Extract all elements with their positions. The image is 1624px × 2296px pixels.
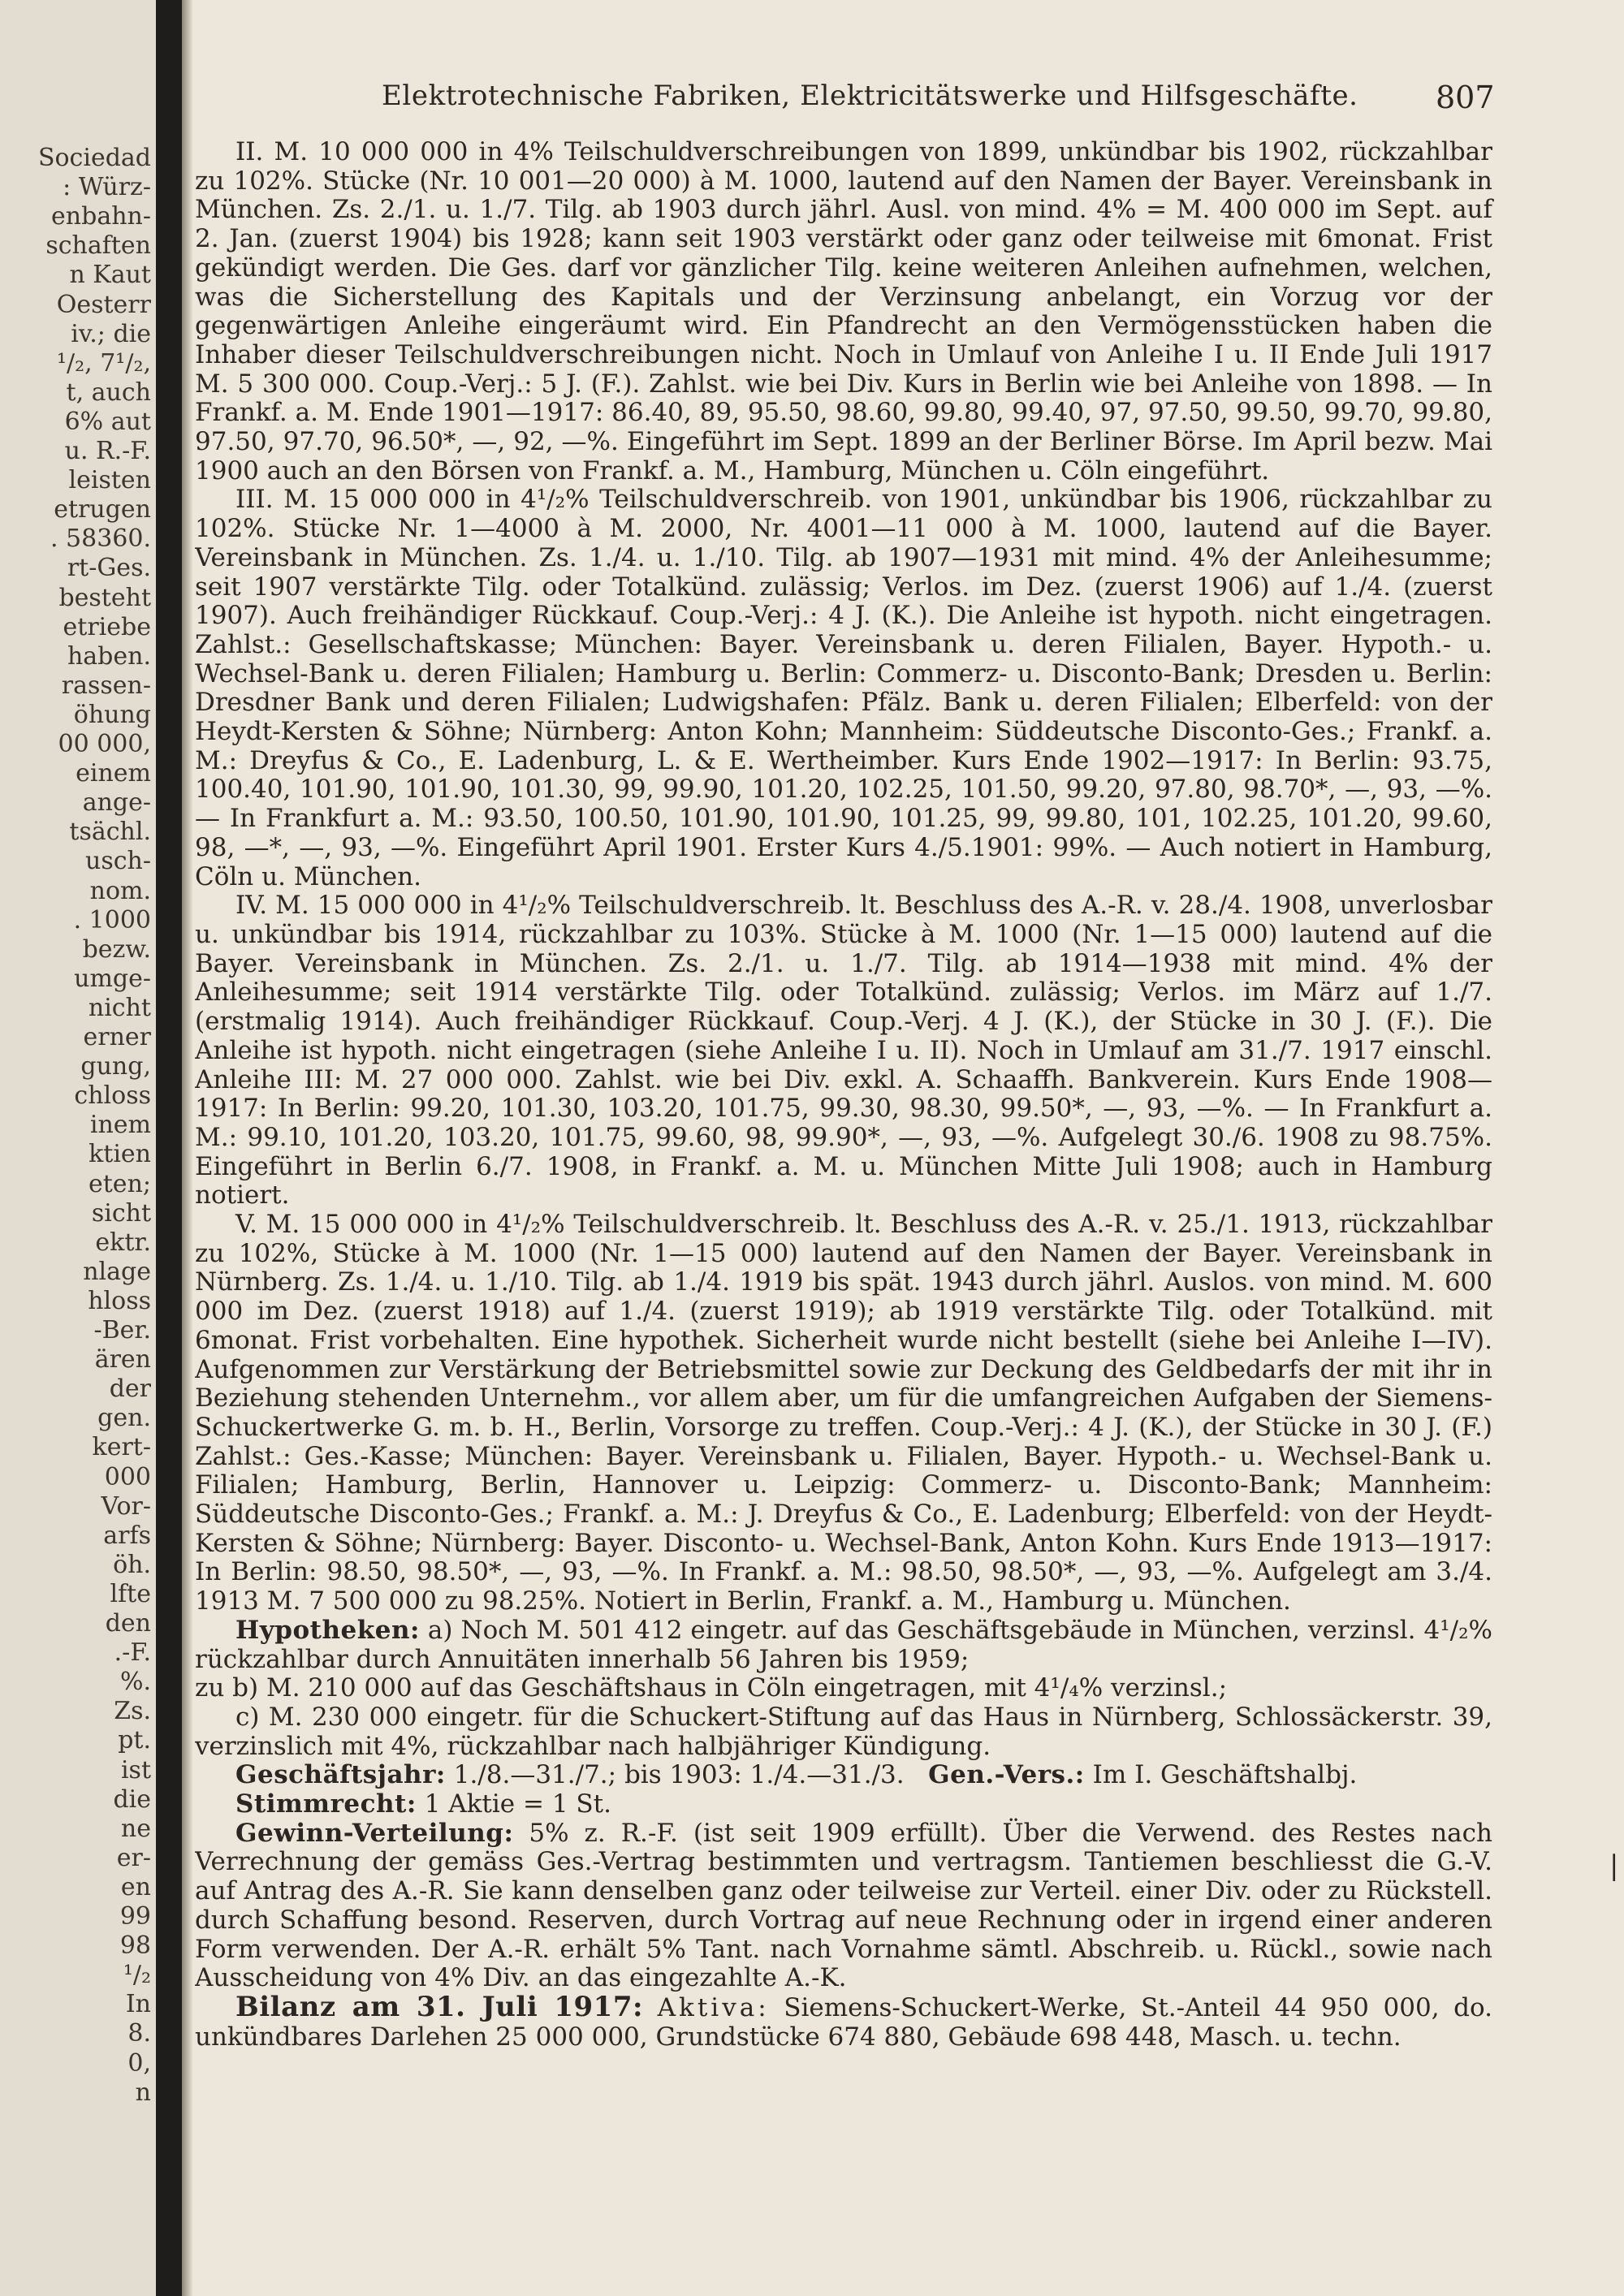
bilanz-text: Siemens-Schuckert-Werke, St.-Anteil 44 950 000, do. unkündbares Darlehen 25 000 000, Grundstücke 674 880, Gebäude 698 448, Masch. u. techn. (195, 1993, 1492, 2052)
left-page-fragment: haben. (67, 641, 151, 671)
paragraph-stimmrecht (195, 1790, 1492, 1819)
left-page-fragment: besteht (58, 583, 151, 612)
left-page-fragment: n Kaut (69, 261, 151, 290)
left-page-fragment: öhung (73, 700, 151, 729)
left-page-fragment: ¹/₂ (123, 1961, 151, 1990)
left-page-fragment: leisten (68, 466, 151, 495)
left-page-fragment: bezw. (82, 934, 151, 964)
left-page-fragment: öh. (113, 1550, 151, 1579)
left-page-fragment: %. (119, 1668, 151, 1697)
left-page-fragment: eten; (89, 1169, 151, 1198)
left-page-fragment: Sociedad (37, 144, 151, 172)
margin-mark: | (1609, 1849, 1619, 1882)
left-page-fragment: etrugen (54, 495, 151, 524)
gen-vers-text: Im I. Geschäftshalbj. (1092, 1760, 1358, 1790)
left-page-fragment: 0, (127, 2048, 151, 2078)
left-page-fragment: gen. (97, 1404, 151, 1433)
left-page-fragment: gung, (80, 1052, 151, 1081)
left-page-fragment: den (105, 1609, 151, 1638)
left-page-fragment: ¹/₂, 7¹/₂, (56, 348, 151, 378)
left-page-fragment: ist (120, 1755, 151, 1785)
left-page-fragment: pt. (118, 1726, 151, 1755)
paragraph-gewinn-verteilung (195, 1819, 1492, 1993)
hypotheken-label: Hypotheken: (235, 1615, 420, 1645)
geschaeftsjahr-label: Geschäftsjahr: (235, 1760, 446, 1790)
left-page-fragment: etriebe (63, 612, 151, 641)
paragraph-anleihe-iii: III. M. 15 000 000 in 4¹/₂% Teilschuldverschreib. von 1901, unkündbar bis 1906, rückzahlbar zu 102%. Stücke Nr. 1—4000 à M. 2000, Nr. 4001—11 000 à M. 1000, lautend auf die Bayer. Vereinsbank in München. Zs. 1./4. u. 1./10. Tilg. ab 1907—1931 mit mind. 4% der Anleihesumme; seit 1907 verstärkte Tilg. oder Totalkünd. zulässig; Verlos. im Dez. (zuerst 1906) auf 1./4. (zuerst 1907). Auch freihändiger Rückkauf. Coup.-Verj.: 4 J. (K.). Die Anleihe ist hypoth. nicht eingetragen. Zahlst.: Gesellschaftskasse; München: Bayer. Vereinsbank u. deren Filialen, Bayer. Hypoth.- u. Wechsel-Bank u. deren Filialen; Hamburg u. Berlin: Commerz- u. Disconto-Bank; Dresden u. Berlin: Dresdner Bank und deren Filialen; Ludwigshafen: Pfälz. Bank u. deren Filialen; Elberfeld: von der Heydt-Kersten & Söhne; Nürnberg: Anton Kohn; Mannheim: Süddeutsche Disconto-Ges.; Frankf. a. M.: Dreyfus & Co., E. Ladenburg, L. & E. Wertheimber. Kurs Ende 1902—1917: In Berlin: 93.75, 100.40, 101.90, 101.90, 101.30, 99, 99.90, 101.20, 102.25, 101.50, 99.20, 97.80, 98.70*, —, 93, —%. — In Frankfurt a. M.: 93.50, 100.50, 101.90, 101.90, 101.25, 99, 99.80, 101, 102.25, 101.20, 99.60, 98, —*, —, 93, —%. Eingeführt April 1901. Erster Kurs 4./5.1901: 99%. — Auch notiert in Hamburg, Cöln u. München. (195, 485, 1492, 891)
left-page-fragment: tsächl. (69, 818, 151, 847)
left-page-fragment: kert- (92, 1433, 151, 1462)
paragraph-anleihe-v: V. M. 15 000 000 in 4¹/₂% Teilschuldverschreib. lt. Beschluss des A.-R. v. 25./1. 1913, rückzahlbar zu 102%, Stücke à M. 1000 (Nr. 1—15 000) lautend auf den Namen der Bayer. Vereinsbank in Nürnberg. Zs. 1./4. u. 1./10. Tilg. ab 1./4. 1919 bis spät. 1943 durch jährl. Auslos. von mind. M. 600 000 im Dez. (zuerst 1918) auf 1./4. (zuerst 1919); ab 1919 verstärkte Tilg. oder Totalkünd. mit 6monat. Frist vorbehalten. Eine hypothek. Sicherheit wurde nicht bestellt (siehe bei Anleihe I—IV). Aufgenommen zur Verstärkung der Betriebsmittel sowie zur Deckung des Geldbedarfs der mit ihr in Beziehung stehenden Unternehm., vor allem aber, um für die umfangreichen Aufgaben der Siemens-Schuckertwerke G. m. b. H., Berlin, Vorsorge zu treffen. Coup.-Verj.: 4 J. (K.), der Stücke in 30 J. (F.) Zahlst.: Ges.-Kasse; München: Bayer. Vereinsbank u. Filialen, Bayer. Hypoth.- u. Wechsel-Bank u. Filialen; Hamburg, Berlin, Hannover u. Leipzig: Commerz- u. Disconto-Bank; Mannheim: Süddeutsche Disconto-Ges.; Frankf. a. M.: J. Dreyfus & Co., E. Ladenburg; Elberfeld: von der Heydt-Kersten & Söhne; Nürnberg: Bayer. Disconto- u. Wechsel-Bank, Anton Kohn. Kurs Ende 1913—1917: In Berlin: 98.50, 98.50*, —, 93, —%. In Frankf. a. M.: 98.50, 98.50*, —, 93, —%. Aufgelegt am 3./4. 1913 M. 7 500 000 zu 98.25%. Notiert in Berlin, Frankf. a. M., Hamburg u. München. (195, 1210, 1492, 1616)
left-page-fragment: 00 000, (58, 730, 151, 758)
left-page-fragment: iv.; die (71, 319, 151, 348)
left-page-fragment: arfs (103, 1521, 151, 1550)
aktiva-label: Aktiva: (657, 1993, 770, 2022)
adjacent-page-fragment (0, 0, 156, 2296)
hypotheken-b-prefix: zu (195, 1673, 225, 1703)
gutter-shadow (182, 0, 193, 2296)
left-page-fragment: 99 (119, 1902, 151, 1931)
left-page-fragment: : Würz- (63, 173, 151, 202)
left-page-fragment: nlage (83, 1257, 151, 1286)
hypotheken-a: a) Noch M. 501 412 eingetr. auf das Geschäftsgebäude in München, verzinsl. 4¹/₂% rückzahlbar durch Annuitäten innerhalb 56 Jahren bis 1959; (195, 1615, 1492, 1674)
left-page-fragment: ktien (89, 1140, 151, 1169)
left-page-fragment: Vor- (101, 1491, 151, 1521)
gewinn-verteilung-label: Gewinn-Verteilung: (235, 1818, 514, 1848)
left-page-fragment: In (125, 1990, 151, 2019)
paragraph-hypotheken (195, 1616, 1492, 1674)
left-page-fragment: 000 (104, 1462, 151, 1491)
left-page-fragment: nom. (89, 876, 151, 905)
running-title: Elektrotechnische Fabriken, Elektricitätswerke und Hilfsgeschäfte. (382, 80, 1358, 112)
paragraph-bilanz (195, 1993, 1492, 2052)
left-page-fragment: -Ber. (93, 1316, 151, 1344)
paragraph-hypotheken-b (195, 1674, 1492, 1703)
left-page-fragment: schaften (45, 231, 151, 261)
bilanz-label: Bilanz am 31. Juli 1917: (235, 1991, 644, 2023)
left-page-fragment: usch- (85, 847, 151, 876)
left-page-fragment: der (109, 1375, 151, 1404)
stimmrecht-text: 1 Aktie = 1 St. (424, 1789, 611, 1819)
left-page-fragment: ektr. (95, 1228, 151, 1257)
left-page-fragment: .-F. (114, 1638, 151, 1668)
left-page-fragment: rassen- (61, 671, 151, 700)
page-body (195, 138, 1492, 2052)
left-page-fragment: . 58360. (50, 524, 151, 554)
geschaeftsjahr-text: 1./8.—31./7.; bis 1903: 1./4.—31./3. (453, 1760, 905, 1790)
left-page-fragment: u. R.-F. (64, 437, 151, 465)
left-page-fragment: einem (76, 759, 151, 788)
book-gutter (156, 0, 182, 2296)
left-page-fragment: lfte (110, 1579, 151, 1608)
left-page-fragment: nicht (88, 993, 151, 1022)
left-page-fragment: erner (83, 1023, 151, 1051)
left-page-fragment: enbahn- (51, 202, 151, 231)
left-page-fragment: Zs. (114, 1697, 151, 1726)
paragraph-hypotheken-c: c) M. 230 000 eingetr. für die Schuckert-Stiftung auf das Haus in Nürnberg, Schlossäckerstr. 39, verzinslich mit 4%, rückzahlbar nach halbjähriger Kündigung. (195, 1702, 1492, 1761)
left-page-fragment: hloss (88, 1286, 151, 1315)
page-header (195, 80, 1494, 117)
paragraph-anleihe-iv: IV. M. 15 000 000 in 4¹/₂% Teilschuldverschreib. lt. Beschluss des A.-R. v. 28./4. 1908, unverlosbar u. unkündbar bis 1914, rückzahlbar zu 103%. Stücke à M. 1000 (Nr. 1—15 000) lautend auf die Bayer. Vereinsbank in München. Zs. 2./1. u. 1./7. Tilg. ab 1914—1938 mit mind. 4% der Anleihesumme; seit 1914 verstärkte Tilg. oder Totalkünd. zulässig; Verlos. im März auf 1./7. (erstmalig 1914). Auch freihändiger Rückkauf. Coup.-Verj. 4 J. (K.), der Stücke in 30 J. (F.). Die Anleihe ist hypoth. nicht eingetragen (siehe Anleihe I u. II). Noch in Umlauf am 31./7. 1917 einschl. Anleihe III: M. 27 000 000. Zahlst. wie bei Div. exkl. A. Schaaffh. Bankverein. Kurs Ende 1908—1917: In Berlin: 99.20, 101.30, 103.20, 101.75, 99.30, 98.30, 99.50*, —, 93, —%. — In Frankfurt a. M.: 99.10, 101.20, 103.20, 101.75, 99.60, 98, 99.90*, —, 93, —%. Aufgelegt 30./6. 1908 zu 98.75%. Eingeführt in Berlin 6./7. 1908, in Frankf. a. M. u. München Mitte Juli 1908; auch in Hamburg notiert. (195, 891, 1492, 1211)
paragraph-geschaeftsjahr (195, 1761, 1492, 1790)
left-page-fragment: 8. (127, 2019, 151, 2048)
stimmrecht-label: Stimmrecht: (235, 1789, 417, 1819)
page-number: 807 (1436, 80, 1495, 115)
left-page-fragment: sicht (91, 1198, 151, 1228)
left-page-fragment: ne (120, 1814, 151, 1843)
left-page-fragment: die (113, 1785, 151, 1814)
left-page-fragment: t, auch (66, 378, 151, 407)
left-page-fragment: n (135, 2078, 151, 2107)
page (195, 0, 1624, 2296)
gewinn-verteilung-text: 5% z. R.-F. (ist seit 1909 erfüllt). Über die Verwend. des Restes nach Verrechnung der gemäss Ges.-Vertrag bestimmten und vertragsm. Tantiemen beschliesst die G.-V. auf Antrag des A.-R. Sie kann denselben ganz oder teilweise zur Verteil. einer Div. oder zu Rückstell. durch Schaffung besond. Reserven, durch Vortrag auf neue Rechnung oder in irgend einer anderen Form verwenden. Der A.-R. erhält 5% Tant. nach Vornahme sämtl. Abschreib. u. Rückl., sowie nach Ausscheidung von 4% Div. an das eingezahlte A.-K. (195, 1818, 1492, 1993)
left-page-fragment: Oesterr (56, 290, 151, 319)
left-page-fragment: chloss (74, 1081, 151, 1111)
hypotheken-b: b) M. 210 000 auf das Geschäftshaus in Cöln eingetragen, mit 4¹/₄% verzinsl.; (232, 1673, 1228, 1703)
left-page-fragment: . 1000 (73, 905, 151, 934)
left-page-fragment: en (120, 1872, 151, 1901)
left-page-fragment: 6% aut (64, 407, 151, 436)
paragraph-anleihe-ii: II. M. 10 000 000 in 4% Teilschuldverschreibungen von 1899, unkündbar bis 1902, rückzahlbar zu 102%. Stücke (Nr. 10 001—20 000) à M. 1000, lautend auf den Namen der Bayer. Vereinsbank in München. Zs. 2./1. u. 1./7. Tilg. ab 1903 durch jährl. Ausl. von mind. 4% = M. 400 000 im Sept. auf 2. Jan. (zuerst 1904) bis 1928; kann seit 1903 verstärkt oder ganz oder teilweise mit 6monat. Frist gekündigt werden. Die Ges. darf vor gänzlicher Tilg. keine weiteren Anleihen aufnehmen, welchen, was die Sicherstellung des Kapitals und der Verzinsung anbelangt, ein Vorzug vor der gegenwärtigen Anleihe eingeräumt wird. Ein Pfandrecht an den Vermögensstücken haben die Inhaber dieser Teilschuldverschreibungen nicht. Noch in Umlauf von Anleihe I u. II Ende Juli 1917 M. 5 300 000. Coup.-Verj.: 5 J. (F.). Zahlst. wie bei Div. Kurs in Berlin wie bei Anleihe von 1898. — In Frankf. a. M. Ende 1901—1917: 86.40, 89, 95.50, 98.60, 99.80, 99.40, 97, 97.50, 99.50, 99.70, 99.80, 97.50, 97.70, 96.50*, —, 92, —%. Eingeführt im Sept. 1899 an der Berliner Börse. Im April bezw. Mai 1900 auch an den Börsen von Frankf. a. M., Hamburg, München u. Cöln eingeführt. (195, 137, 1492, 486)
left-page-fragment: rt-Ges. (67, 554, 151, 583)
left-page-fragment: inem (89, 1111, 151, 1140)
left-page-fragment: umge- (74, 964, 151, 993)
gen-vers-label: Gen.-Vers.: (928, 1760, 1085, 1790)
left-page-fragment: ange- (82, 788, 151, 818)
left-page-fragment: 98 (119, 1931, 151, 1961)
left-page-fragment: ären (94, 1345, 151, 1375)
left-page-fragment: er- (116, 1843, 151, 1872)
